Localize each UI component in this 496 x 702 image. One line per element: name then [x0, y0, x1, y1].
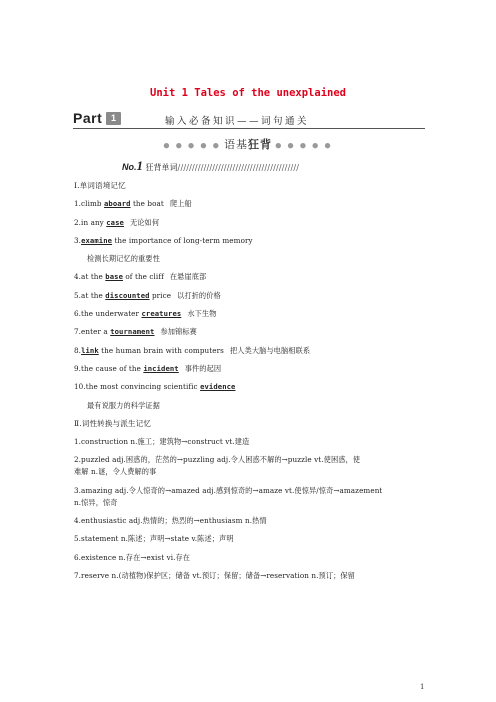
banner-text-b: 狂背	[248, 138, 272, 151]
vocab-item: 2.in any case 无论如何	[74, 217, 160, 227]
page-number: 1	[420, 683, 425, 691]
derivation-item: 7.reserve n.(动植物)保护区；储备 vt.预订；保留；储备→reservation n.预订；保留	[74, 570, 355, 580]
derivation-item: 4.enthusiastic adj.热情的；热烈的→enthusiasm n.热情	[74, 516, 267, 526]
content-body	[74, 181, 426, 589]
derivation-item-continued: 难解 n.谜，令人费解的事	[74, 467, 157, 477]
vocab-item-translation: 最有说服力的科学证据	[87, 400, 160, 410]
vocab-item-translation: 检测长期记忆的重要性	[87, 254, 160, 264]
no-number: 1	[136, 158, 143, 173]
vocab-item: 10.the most convincing scientific evidence	[74, 382, 236, 392]
no-label: No.	[122, 162, 137, 172]
vocab-item: 1.climb aboard the boat 爬上船	[74, 199, 192, 209]
derivation-item-continued: n.惊异，惊奇	[74, 497, 118, 507]
no-heading-text: 狂背单词	[145, 163, 178, 172]
derivation-item: 2.puzzled adj.困惑的，茫然的→puzzling adj.令人困惑不解的→puzzle vt.使困惑，使	[74, 455, 361, 465]
vocab-item: 7.enter a tournament 参加锦标赛	[74, 327, 197, 337]
derivation-item: 6.existence n.存在→exist vi.存在	[74, 552, 191, 562]
vocab-item: 5.at the discounted price 以打折的价格	[74, 290, 221, 300]
slash-decoration: //////////////////////////////////////////	[177, 163, 300, 172]
part-subtitle: 输入必备知识——词句通关	[165, 116, 310, 127]
vocab-item: 8.link the human brain with computers 把人类大脑与电脑相联系	[74, 345, 311, 355]
part-number-badge: 1	[106, 112, 121, 125]
unit-title: Unit 1 Tales of the unexplained	[150, 87, 346, 99]
derivation-item: 5.statement n.陈述；声明→state v.陈述；声明	[74, 534, 234, 544]
derivation-item: 1.construction n.施工；建筑物→construct vt.建造	[74, 437, 250, 447]
vocab-item: 4.at the base of the cliff 在悬崖底部	[74, 272, 207, 282]
part-divider	[73, 128, 425, 129]
right-dots-decoration: ● ● ● ● ●	[275, 141, 333, 150]
part-header	[73, 110, 425, 128]
left-dots-decoration: ● ● ● ● ●	[163, 141, 221, 150]
section-heading-2: Ⅱ.词性转换与派生记忆	[74, 418, 152, 428]
no-heading	[122, 158, 299, 174]
section-heading-1: Ⅰ.单词语境记忆	[74, 181, 126, 190]
section-banner	[0, 136, 496, 152]
vocab-item: 6.the underwater creatures 水下生物	[74, 309, 217, 319]
vocab-item: 3.examine the importance of long-term memory	[74, 235, 253, 245]
derivation-item: 3.amazing adj.令人惊奇的→amazed adj.感到惊奇的→amaze vt.使惊异/惊奇→amazement	[74, 485, 383, 495]
banner-text-a: 语基	[224, 138, 248, 151]
vocab-item: 9.the cause of the incident 事件的起因	[74, 363, 222, 373]
part-label: Part	[73, 110, 103, 126]
